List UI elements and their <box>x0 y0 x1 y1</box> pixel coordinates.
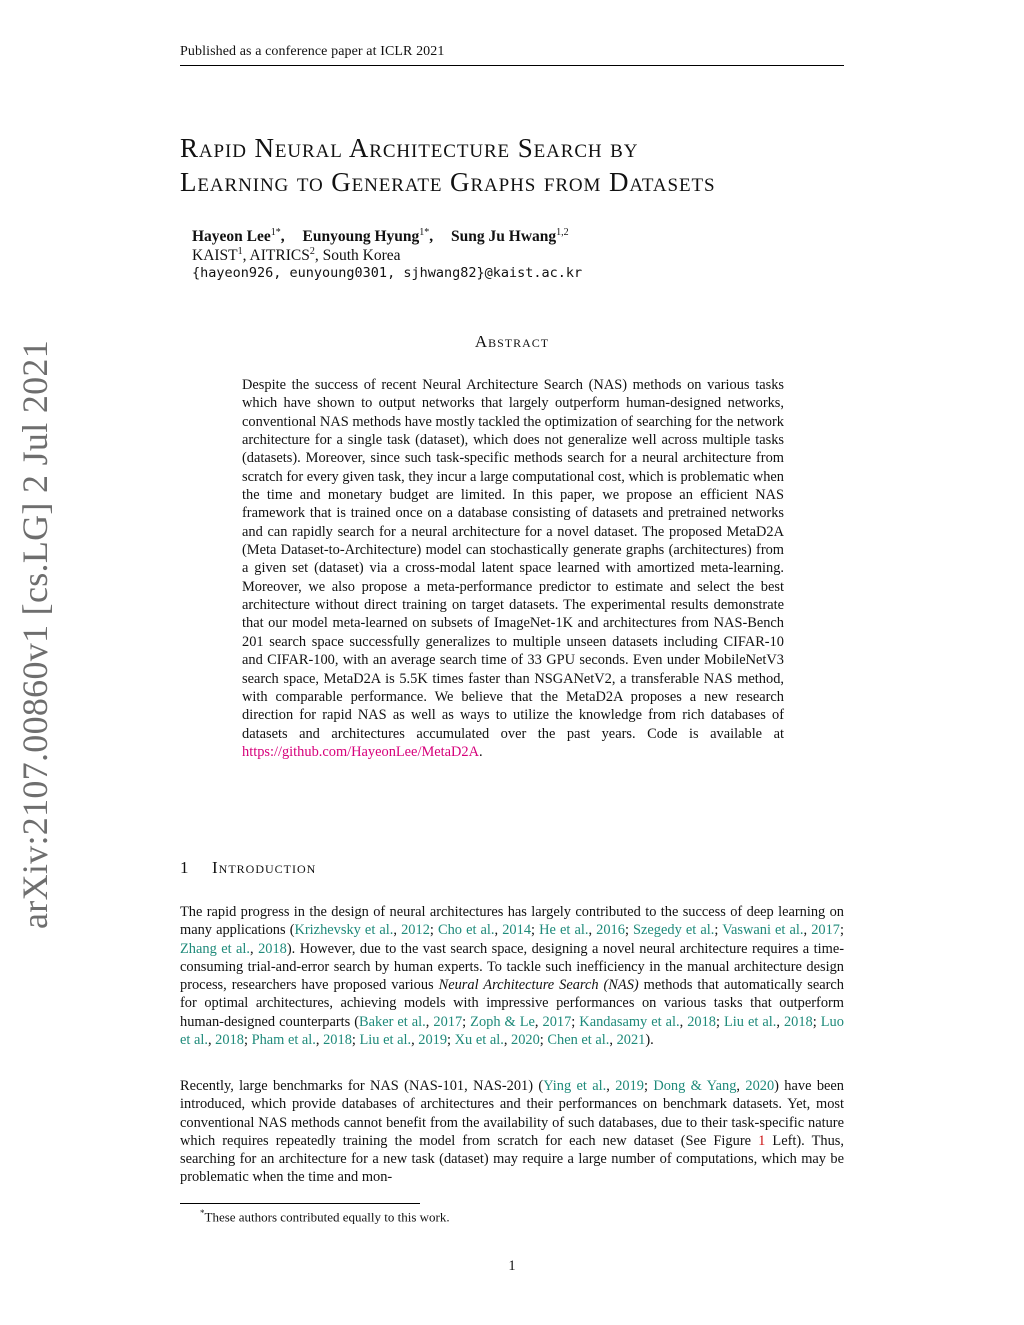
running-header: Published as a conference paper at ICLR 2021 <box>180 44 445 59</box>
author-emails: {hayeon926, eunyoung0301, sjhwang82}@kaist.ac.kr <box>192 265 583 281</box>
citation-link[interactable]: 2019 <box>418 1031 448 1048</box>
paragraph-text: , <box>588 922 597 939</box>
citation-link[interactable]: 2020 <box>745 1078 775 1094</box>
paragraph-text: ; <box>462 1013 471 1030</box>
paragraph-text: , <box>679 1013 688 1030</box>
citation-link[interactable]: 2017 <box>542 1013 572 1030</box>
paragraph-text: ; <box>429 922 438 939</box>
paragraph-text: The rapid progress in the design of neural architectures has largely contributed to the success of deep learning on many applications ( <box>180 904 844 939</box>
abstract-text: Despite the success of recent Neural Architecture Search (NAS) methods on various tasks which have shown to output networks that largely outperform human-designed networks, conventional NAS methods have mostly tackled the optimization of searching for the network architecture for a single task (dataset), which does not generalize well across multiple tasks (datasets). Moreover, since such task-specific methods search for a neural architecture from scratch for every given task, they incur a large computational cost, which is problematic when the time and monetary budget are limited. In this paper, we propose an efficient NAS framework that is trained once on a database consisting of datasets and pretrained networks and can rapidly search for a neural architecture for a novel dataset. The proposed MetaD2A (Meta Dataset-to-Architecture) model can stochastically generate graphs (architectures) from a given set (dataset) via a cross-modal latent space learned with amortized meta-learning. Moreover, we also propose a meta-performance predictor to estimate and select the best architecture without direct training on target datasets. The experimental results demonstrate that our model meta-learned on subsets of ImageNet-1K and architectures from NAS-Bench 201 search space successfully generalizes to multiple unseen datasets including CIFAR-10 and CIFAR-100, with an average search time of 33 GPU seconds. Even under MobileNetV3 search space, MetaD2A is 5.5K times faster than NSGANetV2, a transferable NAS method, with comparable performance. We believe that the MetaD2A proposes a new research direction for rapid NAS as well as ways to utilize the knowledge from rich databases of datasets and architectures accumulated over the past years. Code is available at <box>242 377 784 742</box>
citation-link[interactable]: 2017 <box>433 1013 463 1030</box>
citation-link[interactable]: Ying et al. <box>543 1078 607 1094</box>
citation-link[interactable]: 2014 <box>502 922 532 939</box>
paragraph-text: ; <box>840 922 844 939</box>
affil-mark: 2 <box>309 246 315 257</box>
citation-link[interactable]: 2018 <box>258 940 287 957</box>
citation-link[interactable]: Zhang et al. <box>180 940 251 957</box>
footnote-rule <box>180 1203 420 1204</box>
citation-link[interactable]: Dong & Yang <box>653 1078 737 1094</box>
paragraph-text: methods that automatically search for optimal architectures, achieving models with impressive performances on various tasks that outperform human-designed counterparts ( <box>180 977 844 1030</box>
citation-link[interactable]: Baker et al. <box>359 1013 426 1030</box>
paragraph-text: ). However, due to the vast search space, designing a novel neural architecture requires a time-consuming trial-and-error search by human experts. To tackle such inefficiency in the manual architecture design process, researchers have proposed various <box>180 940 844 993</box>
citation-link[interactable]: Luo et al. <box>180 1013 844 1048</box>
citation-link[interactable]: Xu et al. <box>454 1031 504 1048</box>
citation-link[interactable]: 2016 <box>596 922 625 939</box>
citation-link[interactable]: 2021 <box>616 1031 646 1048</box>
page-number: 1 <box>508 1258 516 1274</box>
section-number: 1 <box>180 858 190 877</box>
citation-link[interactable]: He et al. <box>539 922 589 939</box>
paragraph-text: , <box>609 1031 617 1048</box>
paragraph-text: ; <box>531 922 540 939</box>
citation-link[interactable]: Cho et al. <box>437 922 495 939</box>
paragraph-text: ). <box>645 1031 654 1048</box>
citation-link[interactable]: Zoph & Le <box>470 1013 535 1030</box>
arxiv-stamp: arXiv:2107.00860v1 [cs.LG] 2 Jul 2021 <box>15 339 55 929</box>
author-name: Sung Ju Hwang <box>451 228 557 246</box>
affiliation-country: , South Korea <box>314 247 401 265</box>
intro-paragraph-1 <box>180 903 844 1049</box>
citation-link[interactable]: Liu et al. <box>724 1013 777 1030</box>
figure-reference-link[interactable]: 1 <box>758 1132 766 1149</box>
citation-link[interactable]: 2018 <box>687 1013 716 1030</box>
citation-link[interactable]: 2018 <box>215 1031 244 1048</box>
intro-paragraph-2 <box>180 1077 844 1187</box>
paragraph-text: , <box>736 1078 746 1094</box>
citation-link[interactable]: Liu et al. <box>359 1031 412 1048</box>
paragraph-text: ; <box>571 1013 580 1030</box>
paragraph-text: , <box>425 1013 434 1030</box>
paragraph-text: , <box>315 1031 324 1048</box>
author-affil-mark: 1,2 <box>556 227 569 238</box>
emphasized-term: Neural Architecture Search (NAS) <box>438 977 639 993</box>
header-rule <box>180 65 844 66</box>
citation-link[interactable]: Szegedy et al. <box>633 922 715 939</box>
paragraph-text: , <box>776 1013 784 1030</box>
author-name: Hayeon Lee <box>192 228 271 246</box>
paragraph-text: ) have been introduced, which provide databases of architectures and their performances on benchmark datasets. Yet, most conventional NAS methods cannot benefit from the availability of such databases, due to their task-specific nature which requires repeatedly training the model from scratch for each new dataset (See Figure <box>180 1078 844 1149</box>
citation-link[interactable]: 2012 <box>401 922 430 939</box>
citation-link[interactable]: 2019 <box>615 1078 644 1094</box>
author-separator: , <box>280 228 285 246</box>
paragraph-text: ; <box>716 1013 724 1030</box>
paragraph-text: , <box>803 922 812 939</box>
paragraph-text: , <box>411 1031 419 1048</box>
citation-link[interactable]: 2018 <box>323 1031 352 1048</box>
citation-link[interactable]: Kandasamy et al. <box>579 1013 680 1030</box>
citation-link[interactable]: 2018 <box>783 1013 813 1030</box>
affiliation-kaist: KAIST <box>192 247 238 265</box>
citation-link[interactable]: Pham et al. <box>251 1031 316 1048</box>
paragraph-text: , <box>534 1013 543 1030</box>
affil-mark: 1 <box>237 246 243 257</box>
code-link[interactable]: https://github.com/HayeonLee/MetaD2A <box>242 743 479 760</box>
affiliations <box>192 246 401 265</box>
affiliation-aitrics: AITRICS <box>249 247 310 265</box>
paragraph-text: Left). Thus, searching for an architecture for a new task (dataset) may require a large number of computations, which may be problematic when the time and mon- <box>180 1132 844 1186</box>
paragraph-text: , <box>250 940 259 957</box>
citation-link[interactable]: 2020 <box>511 1031 540 1048</box>
section-title: Introduction <box>212 858 317 877</box>
title-line-2: Learning to Generate Graphs from Datasets <box>180 167 716 197</box>
paragraph-text: , <box>393 922 402 939</box>
paragraph-text: ; <box>812 1013 821 1030</box>
paragraph-text: , <box>606 1078 616 1094</box>
author-affil-mark: 1* <box>419 227 430 238</box>
citation-link[interactable]: Vaswani et al. <box>722 922 804 939</box>
paragraph-text: , <box>207 1031 216 1048</box>
paragraph-text: ; <box>351 1031 360 1048</box>
title-line-1: Rapid Neural Architecture Search by <box>180 133 639 163</box>
abstract-body <box>242 376 784 761</box>
abstract-end: . <box>479 743 483 760</box>
affil-separator: , <box>242 247 250 265</box>
paragraph-text: ; <box>624 922 634 939</box>
paper-title <box>180 131 860 199</box>
section-heading <box>180 858 316 878</box>
author-name: Eunyoung Hyung <box>302 228 420 246</box>
footnote <box>200 1208 450 1225</box>
citation-link[interactable]: Chen et al. <box>547 1031 610 1048</box>
paragraph-text: , <box>494 922 503 939</box>
citation-link[interactable]: 2017 <box>811 922 840 939</box>
citation-link[interactable]: Krizhevsky et al. <box>294 922 394 939</box>
paragraph-text: ; <box>643 1078 654 1094</box>
author-affil-mark: 1* <box>270 227 281 238</box>
abstract-heading: Abstract <box>474 332 550 351</box>
author-list <box>192 227 569 246</box>
paragraph-text: ; <box>539 1031 548 1048</box>
paragraph-text: ; <box>243 1031 252 1048</box>
footnote-mark: * <box>200 1208 205 1218</box>
paragraph-text: Recently, large benchmarks for NAS (NAS-101, NAS-201) ( <box>180 1078 544 1094</box>
paragraph-text: ; <box>714 922 723 939</box>
paragraph-text: , <box>503 1031 512 1048</box>
footnote-text: These authors contributed equally to this work. <box>204 1209 450 1225</box>
author-separator: , <box>429 228 434 246</box>
paragraph-text: ; <box>447 1031 455 1048</box>
